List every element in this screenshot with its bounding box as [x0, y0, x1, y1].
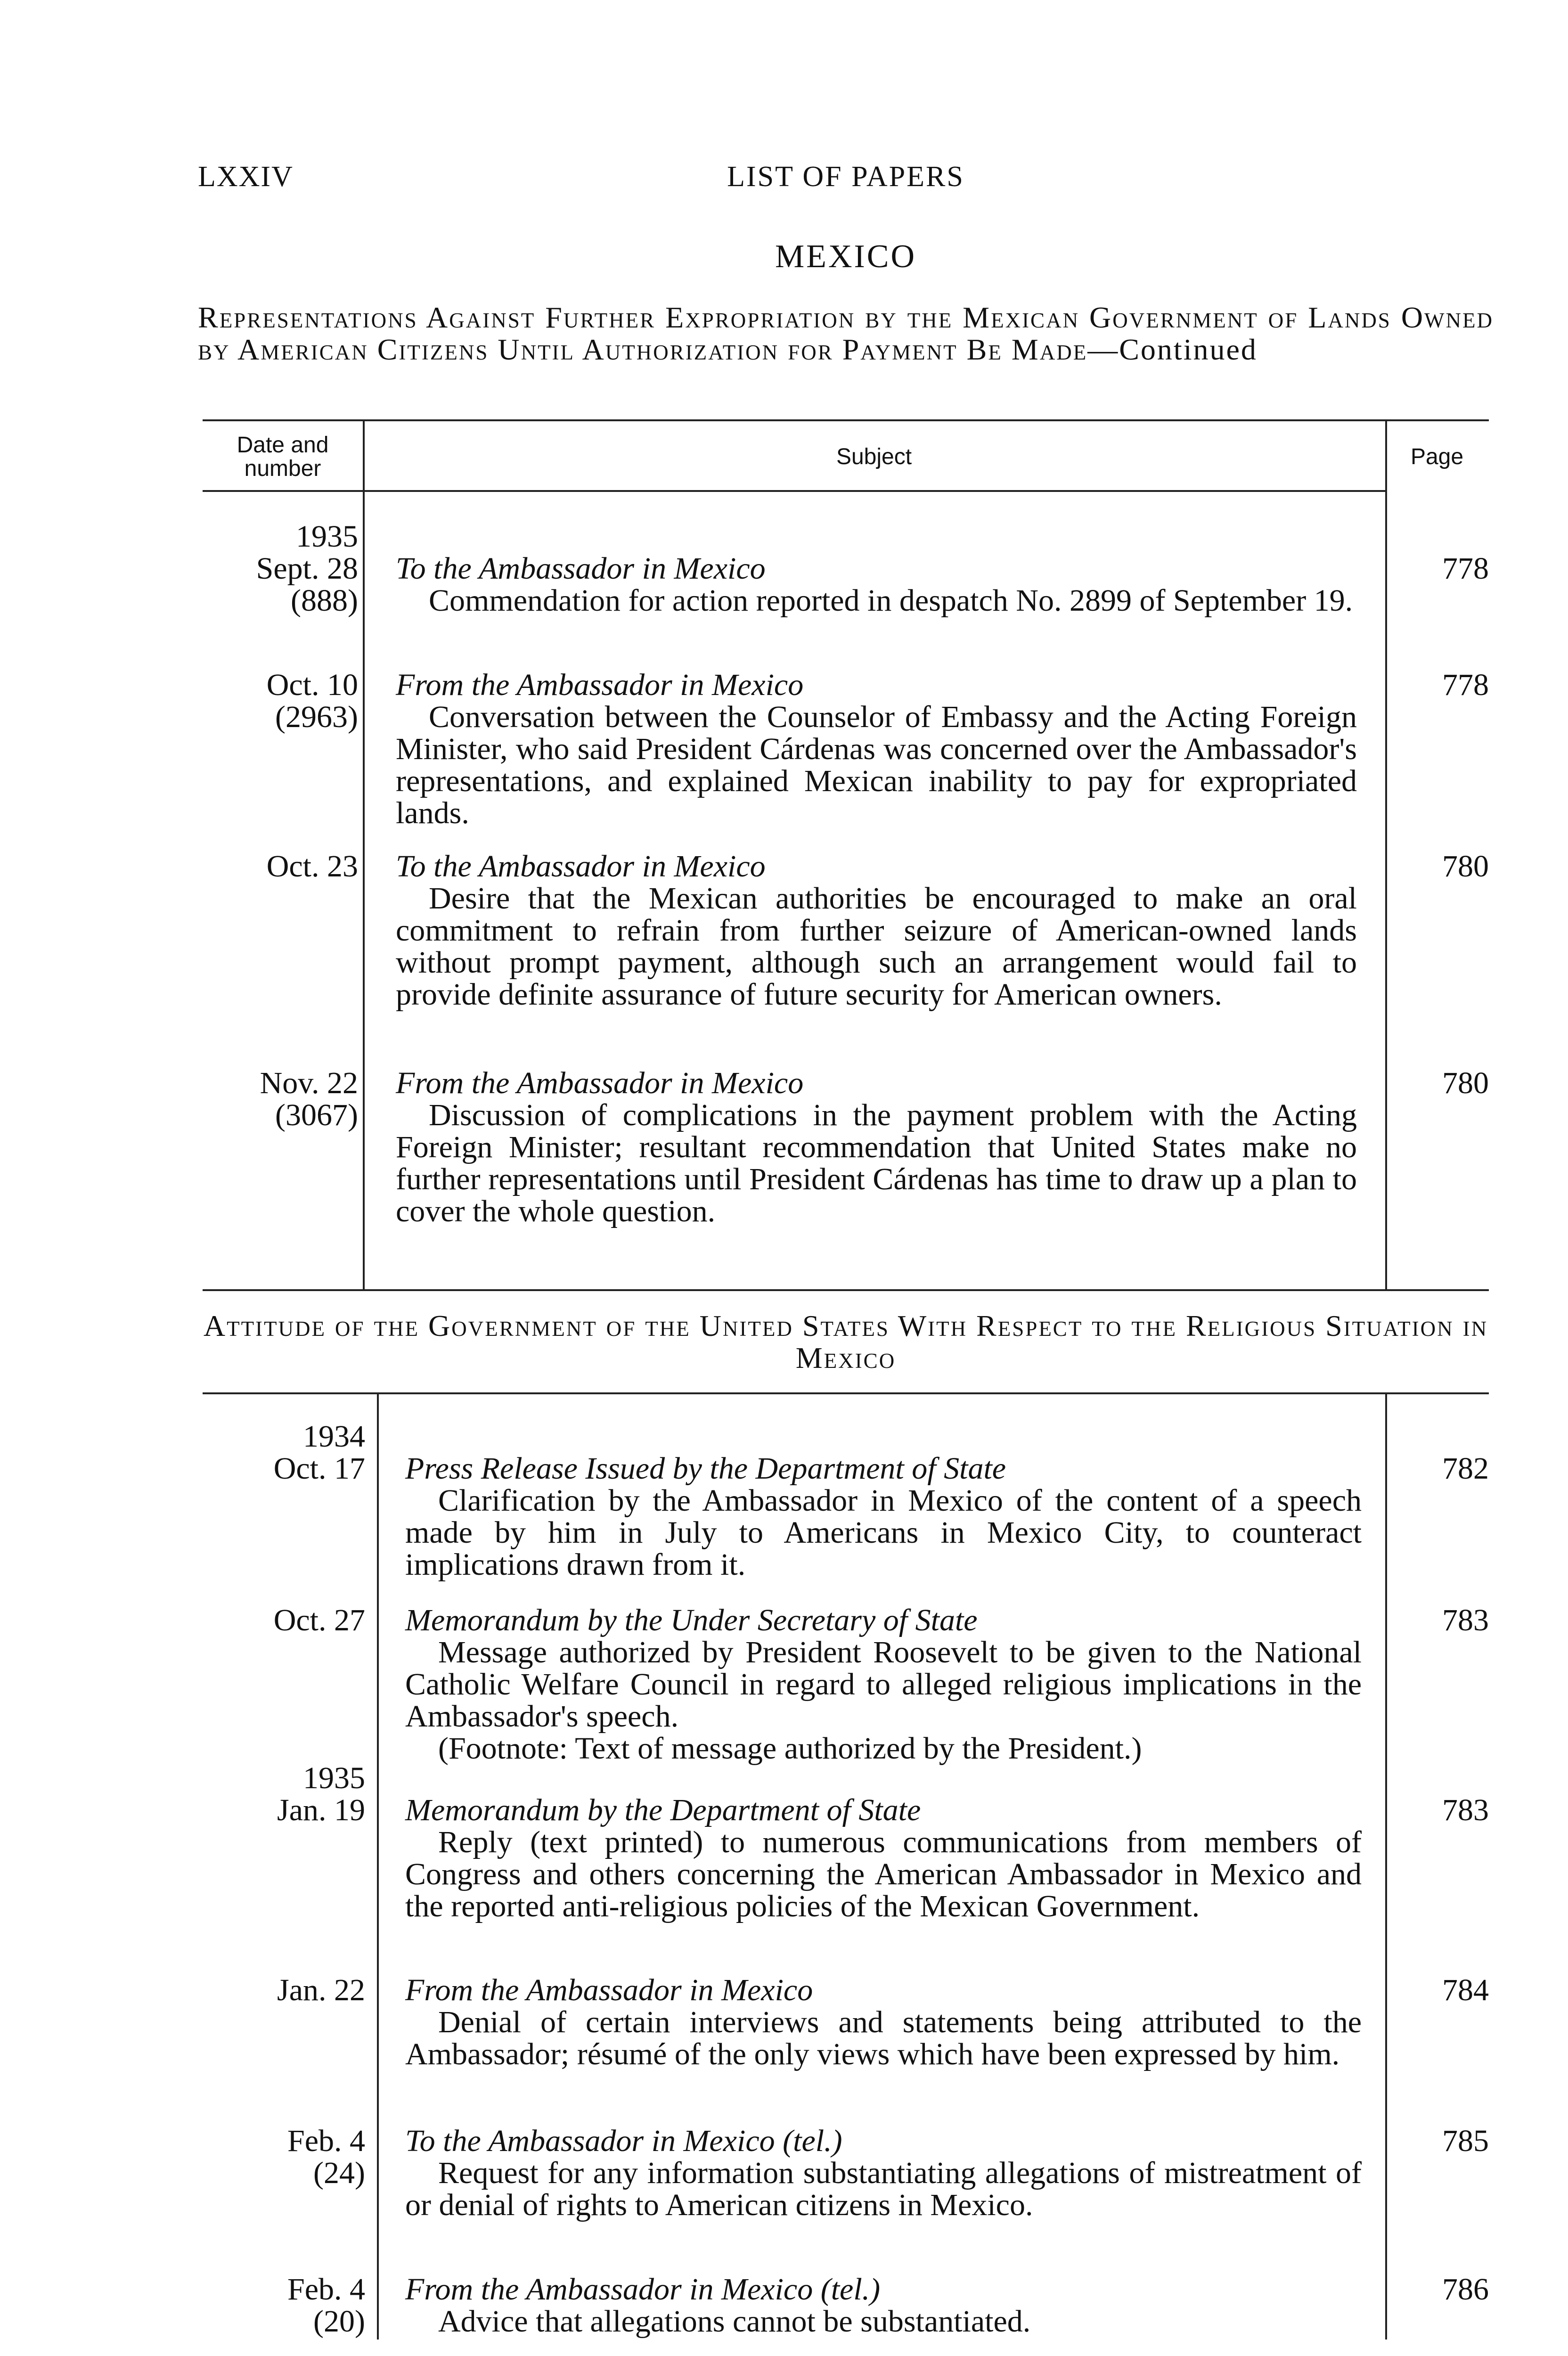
entry-date-text: Oct. 27 — [273, 1603, 365, 1637]
entry-heading: From the Ambassador in Mexico — [396, 668, 804, 702]
entry-subject — [405, 2125, 1362, 2221]
entry-subject — [405, 1453, 1362, 1581]
country-heading: MEXICO — [775, 238, 917, 275]
entry-heading: Press Release Issued by the Department of State — [405, 1451, 1006, 1486]
entry-heading: Memorandum by the Under Secretary of State — [405, 1603, 978, 1637]
entry-heading: To the Ambassador in Mexico (tel.) — [405, 2124, 842, 2158]
entry-subject — [405, 1604, 1362, 1765]
entry-page: 783 — [1442, 1793, 1489, 1827]
table-top-rule — [203, 1392, 1489, 1394]
entry-subject — [396, 851, 1357, 1011]
entry-description: Advice that allegations cannot be substantiated. — [438, 2304, 1031, 2339]
entry-description: Reply (text printed) to numerous communications from members of Congress and others concerning the American Ambassador in Mexico and the reported anti-religious policies of the Mexican Government. — [405, 1825, 1362, 1923]
running-header — [198, 160, 1494, 203]
page-number: LXXIV — [198, 161, 294, 193]
entry-description: Commendation for action reported in despatch No. 2899 of September 19. — [429, 583, 1353, 618]
entry-year: 1934 — [303, 1419, 365, 1454]
entry-description: Conversation between the Counselor of Embassy and the Acting Foreign Minister, who said President Cárdenas was concerned over the Ambassador's representations, and explained Mexican inability to pay for expropriated lands. — [396, 700, 1357, 830]
entry-description: Request for any information substantiating allegations of mistreatment of or denial of rights to American citizens in Mexico. — [405, 2156, 1362, 2222]
entry-subject — [396, 669, 1357, 829]
entry-description: Desire that the Mexican authorities be encouraged to make an oral commitment to refrain from further seizure of American-owned lands without prompt payment, although such an arrangement would fail to provide definite assurance of future security for American owners. — [396, 881, 1357, 1012]
entry-date — [203, 669, 358, 733]
entry-date-text: Feb. 4 — [287, 2124, 365, 2158]
entry-subject — [405, 1794, 1362, 1922]
entry-heading: From the Ambassador in Mexico (tel.) — [405, 2272, 881, 2307]
entry-number: (888) — [291, 583, 358, 618]
section-title-expropriation — [198, 302, 1494, 366]
entry-page: 780 — [1442, 1066, 1489, 1100]
entry-date — [203, 1762, 365, 1826]
entry-subject — [405, 1974, 1362, 2070]
header-bottom-rule — [203, 490, 1385, 492]
column-header-subject: Subject — [836, 444, 912, 469]
entry-date — [203, 2274, 365, 2338]
entry-page: 786 — [1442, 2272, 1489, 2307]
column-rule-date — [377, 1392, 379, 2340]
entry-subject — [405, 2274, 1362, 2338]
entry-date-text: Jan. 19 — [277, 1793, 365, 1827]
entry-date-text: Feb. 4 — [287, 2272, 365, 2307]
entry-year: 1935 — [303, 1761, 365, 1795]
entry-description: Denial of certain interviews and statements being attributed to the Ambassador; résumé of the only views which have been expressed by him. — [405, 2005, 1362, 2071]
entry-heading: To the Ambassador in Mexico — [396, 849, 766, 884]
entry-date-text: Jan. 22 — [277, 1973, 365, 2007]
entry-page: 778 — [1442, 551, 1489, 586]
entry-page: 782 — [1442, 1451, 1489, 1486]
entry-date — [203, 1421, 365, 1485]
continued-label: —Continued — [1087, 333, 1258, 366]
running-title: LIST OF PAPERS — [727, 161, 964, 193]
entry-date — [203, 1067, 358, 1131]
entry-description: Discussion of complications in the payment problem with the Acting Foreign Minister; resultant recommendation that United States make no further representations until President Cárdenas has time to draw up a plan to cover the whole question. — [396, 1098, 1357, 1228]
entry-page: 784 — [1442, 1973, 1489, 2007]
entry-number: (3067) — [275, 1098, 358, 1132]
entry-heading: From the Ambassador in Mexico — [396, 1066, 804, 1100]
entry-number: (20) — [313, 2304, 365, 2339]
table-bottom-rule — [203, 1289, 1489, 1291]
entry-subject — [396, 1067, 1357, 1227]
entry-page: 785 — [1442, 2124, 1489, 2158]
papers-table-religious — [203, 1392, 1489, 2340]
entry-page: 783 — [1442, 1603, 1489, 1637]
entry-date-text: Sept. 28 — [256, 551, 358, 586]
section-title-text: Representations Against Further Expropriation by the Mexican Government of Lands Owned by American Citizens Until Authorization for Payment Be Made — [198, 301, 1494, 366]
entry-heading: Memorandum by the Department of State — [405, 1793, 921, 1827]
column-header-date: Date and number — [237, 433, 329, 481]
entry-date-text: Nov. 22 — [260, 1066, 358, 1100]
entry-date-text: Oct. 17 — [273, 1451, 365, 1486]
entry-heading: From the Ambassador in Mexico — [405, 1973, 813, 2007]
entry-subject — [396, 553, 1357, 617]
entry-page: 778 — [1442, 668, 1489, 702]
column-rule-date — [363, 419, 365, 1291]
entry-description: Message authorized by President Roosevelt to be given to the National Catholic Welfare Council in regard to alleged religious implications in the Ambassador's speech. — [405, 1635, 1362, 1734]
entry-number: (24) — [313, 2156, 365, 2190]
table-top-rule — [203, 419, 1489, 421]
entry-heading: To the Ambassador in Mexico — [396, 551, 766, 586]
entry-description: Clarification by the Ambassador in Mexico of the content of a speech made by him in July to Americans in Mexico City, to counteract implications drawn from it. — [405, 1483, 1362, 1582]
entry-date-text: Oct. 10 — [266, 668, 358, 702]
entry-date-text: Oct. 23 — [266, 849, 358, 884]
entry-date — [203, 1604, 365, 1636]
entry-number: (2963) — [275, 700, 358, 734]
entry-date — [203, 1974, 365, 2006]
entry-footnote: (Footnote: Text of message authorized by the President.) — [438, 1731, 1142, 1766]
papers-table-expropriation — [203, 419, 1489, 1291]
column-header-page: Page — [1410, 444, 1464, 469]
entry-date — [203, 521, 358, 617]
column-rule-page — [1385, 1392, 1387, 2340]
entry-date — [203, 851, 358, 883]
section-title-religious: Attitude of the Government of the United States With Respect to the Religious Situation in Mexico — [203, 1309, 1488, 1374]
entry-date — [203, 2125, 365, 2189]
column-rule-page — [1385, 419, 1387, 1291]
entry-page: 780 — [1442, 849, 1489, 884]
entry-year: 1935 — [296, 519, 358, 554]
